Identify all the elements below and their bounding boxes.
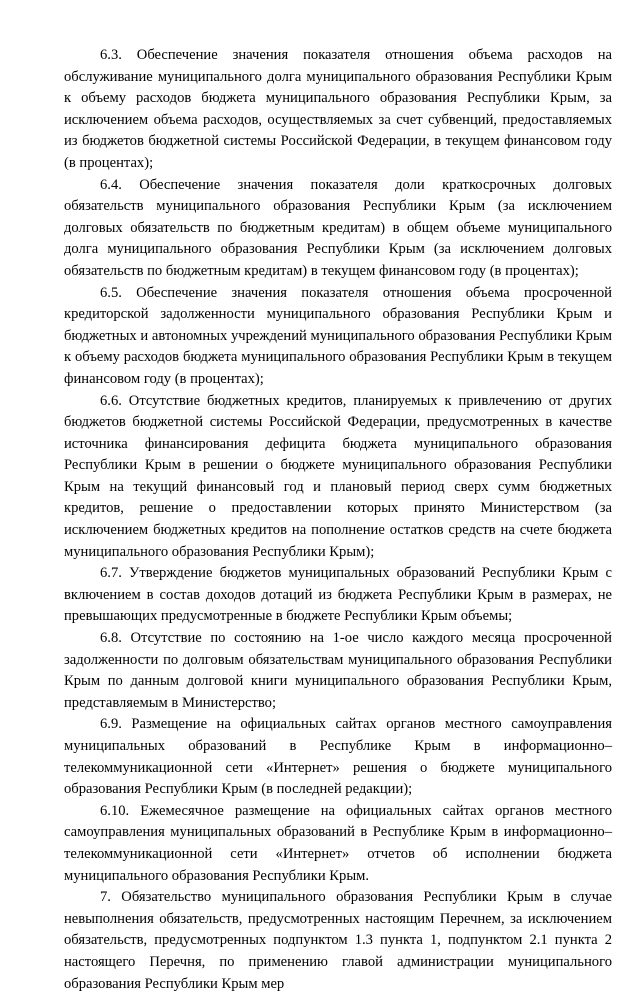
paragraph-6-6: 6.6. Отсутствие бюджетных кредитов, планируемых к привлечению от других бюджетов бюджетной системы Российской Федерации, предусмотренных в качестве источника финансирования дефицита бюджета муниципального образования Республики Крым в решении о бюджете муниципального образования Республики Крым на текущий финансовый год и плановый период сверх сумм бюджетных кредитов, решение о предоставлении которых принято Министерством (за исключением бюджетных кредитов на пополнение остатков средств на счете бюджета муниципального образования Республики Крым);: [64, 392, 612, 560]
paragraph-6-8: 6.8. Отсутствие по состоянию на 1-ое число каждого месяца просроченной задолженности по долговым обязательствам муниципального образования Республики Крым по данным долговой книги муниципального образования Республики Крым, представляемым в Министерство;: [64, 630, 612, 711]
paragraph-6-7: 6.7. Утверждение бюджетов муниципальных образований Республики Крым с включением в состав доходов дотаций из бюджета Республики Крым в размерах, не превышающих предусмотренные в бюджете Республики Крым объемы;: [64, 565, 612, 625]
paragraph-6-3: 6.3. Обеспечение значения показателя отношения объема расходов на обслуживание муниципального долга муниципального образования Республики Крым к объему расходов бюджета муниципального образования Республики Крым, за исключением объема расходов, осуществляемых за счет субвенций, предоставляемых из бюджетов бюджетной системы Российской Федерации, в текущем финансовом году (в процентах);: [64, 47, 612, 171]
paragraph-6-10: 6.10. Ежемесячное размещение на официальных сайтах органов местного самоуправления муниципальных образований в Республике Крым в информационно–телекоммуникационной сети «Интернет» отчетов об исполнении бюджета муниципального образования Республики Крым.: [64, 802, 612, 884]
paragraph-6-4: 6.4. Обеспечение значения показателя доли краткосрочных долговых обязательств муниципального образования Республики Крым (за исключением долговых обязательств по бюджетным кредитам) в общем объеме муниципального долга муниципального образования Республики Крым (за исключением долговых обязательств по бюджетным кредитам) в текущем финансовом году (в процентах);: [64, 176, 612, 279]
paragraph-6-5: 6.5. Обеспечение значения показателя отношения объема просроченной кредиторской задолженности муниципального образования Республики Крым и бюджетных и автономных учреждений муниципального образования Республики Крым к объему расходов бюджета муниципального образования Республики Крым в текущем финансовом году (в процентах);: [64, 284, 612, 387]
paragraph-7: 7. Обязательство муниципального образования Республики Крым в случае невыполнения обязательств, предусмотренных настоящим Перечнем, за исключением обязательств, предусмотренных подпунктом 1.3 пункта 1, подпунктом 2.1 пункта 2 настоящего Перечня, по применению главой администрации муниципального образования Республики Крым мер: [64, 889, 612, 992]
paragraph-6-9: 6.9. Размещение на официальных сайтах органов местного самоуправления муниципальных образований в Республике Крым в информационно–телекоммуникационной сети «Интернет» решения о бюджете муниципального образования Республики Крым (в последней редакции);: [64, 716, 612, 798]
